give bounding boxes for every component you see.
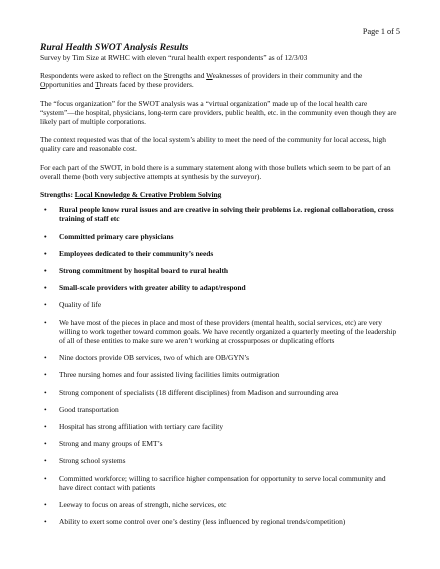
list-item: • Strong and many groups of EMT’s <box>40 439 398 448</box>
list-item: • Leeway to focus on areas of strength, niche services, etc <box>40 500 398 509</box>
list-item: • Strong school systems <box>40 456 398 465</box>
list-item: • Strong component of specialists (18 different disciplines) from Madison and surrounding area <box>40 388 398 397</box>
list-item: • Three nursing homes and four assisted living facilities limits outmigration <box>40 370 398 379</box>
list-item: • Small-scale providers with greater ability to adapt/respond <box>40 283 398 292</box>
list-item: • Good transportation <box>40 405 398 414</box>
intro-paragraph: Respondents were asked to reflect on the Strengths and Weaknesses of providers in their community and the Opportunities and Threats faced by these providers. <box>40 71 363 90</box>
list-item: • Quality of life <box>40 300 398 309</box>
document-title: Rural Health SWOT Analysis Results <box>40 42 189 53</box>
each-part-paragraph: For each part of the SWOT, in bold there is a summary statement along with those bullets which seem to be part of an overall theme (both very subjective attempts at synthesis by the surveyor). <box>40 162 391 181</box>
list-item: • Ability to exert some control over one’s destiny (less influenced by regional trends/competition) <box>40 517 398 526</box>
list-item: • Committed primary care physicians <box>40 232 398 241</box>
list-item: • Strong commitment by hospital board to rural health <box>40 266 398 275</box>
document-body <box>40 42 398 535</box>
list-item: • We have most of the pieces in place and most of these providers (mental health, social services, etc) are very willing to work together toward common goals. We have recently organized a quarterly meeting of the leadership of all of these entities to make sure we aren’t working at crosspurposes or duplicating efforts <box>40 318 398 346</box>
strengths-list <box>40 205 398 526</box>
list-item: • Rural people know rural issues and are creative in solving their problems i.e. regional collaboration, cross training of staff etc <box>40 205 398 223</box>
focus-paragraph: The “focus organization” for the SWOT analysis was a “virtual organization” made up of the local health care “system”—the hospital, physicians, long-term care providers, public health, etc. in the community even though they are likely part of multiple corporations. <box>40 98 397 127</box>
list-item: • Nine doctors provide OB services, two of which are OB/GYN’s <box>40 353 398 362</box>
list-item: • Hospital has strong affiliation with tertiary care facility <box>40 422 398 431</box>
strengths-heading <box>40 190 398 199</box>
list-item: • Committed workforce; willing to sacrifice higher compensation for opportunity to serve local community and have direct contact with patients <box>40 474 398 492</box>
list-item: • Employees dedicated to their community’s needs <box>40 249 398 258</box>
strengths-topic: Local Knowledge & Creative Problem Solving <box>74 190 222 200</box>
context-paragraph: The context requested was that of the local system’s ability to meet the need of the community for local access, high quality care and reasonable cost. <box>40 135 386 154</box>
survey-line: Survey by Tim Size at RWHC with eleven “rural health expert respondents” as of 12/3/03 <box>40 53 308 62</box>
strengths-label: Strengths: <box>40 190 73 200</box>
page-number: Page 1 of 5 <box>362 27 400 36</box>
